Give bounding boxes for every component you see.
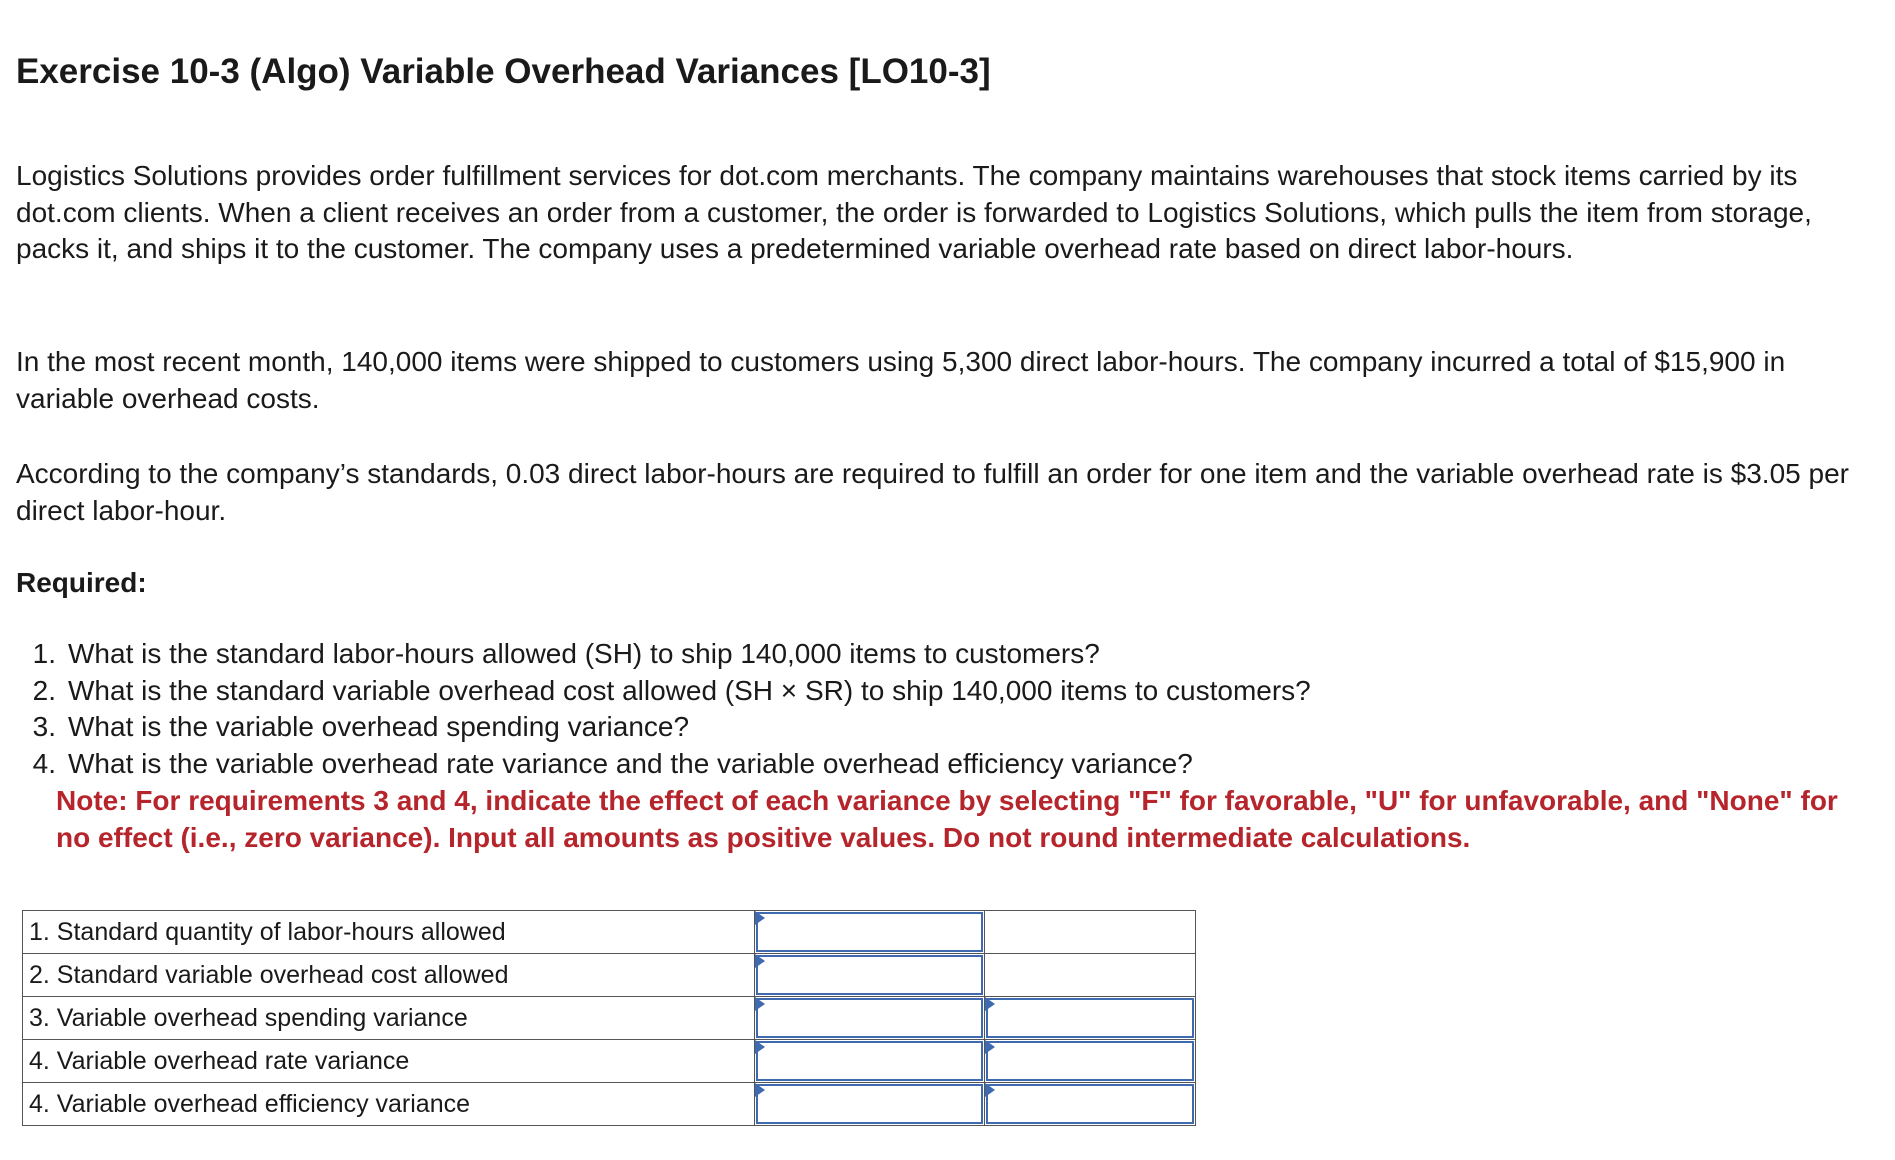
question-text: What is the standard labor-hours allowed (SH) to ship 140,000 items to customers?: [68, 638, 1100, 669]
question-number: 4.: [32, 747, 56, 779]
cell-flag-icon: [755, 954, 765, 968]
amount-cell: [755, 1040, 985, 1083]
monthly-data-paragraph: In the most recent month, 140,000 items were shipped to customers using 5,300 direct labor-hours. The company incurred a total of $15,900 in variable overhead costs.: [16, 346, 1786, 414]
required-heading: Required:: [16, 567, 147, 598]
table-row: [23, 1083, 1196, 1126]
cell-flag-icon: [755, 1083, 765, 1097]
effect-cell: [985, 1083, 1196, 1126]
question-text: What is the variable overhead spending variance?: [68, 711, 690, 742]
amount-cell: [755, 1083, 985, 1126]
amount-cell: [755, 997, 985, 1040]
question-number: 2.: [32, 674, 56, 706]
empty-cell: [985, 911, 1196, 954]
instruction-note: Note: For requirements 3 and 4, indicate the effect of each variance by selecting "F" for favorable, "U" for unfavorable, and "None" for no effect (i.e., zero variance). Input all amounts as positive values. Do not round intermediate calculations.: [56, 785, 1838, 853]
question-text: What is the standard variable overhead cost allowed (SH × SR) to ship 140,000 items to customers?: [68, 674, 1311, 706]
question-number: 3.: [32, 711, 56, 742]
row-label: 2. Standard variable overhead cost allowed: [23, 954, 755, 997]
requirements-list: [16, 636, 1876, 782]
effect-select[interactable]: [988, 1086, 1192, 1122]
row-label: 4. Variable overhead efficiency variance: [23, 1083, 755, 1126]
cell-flag-icon: [985, 997, 995, 1011]
cell-flag-icon: [985, 1040, 995, 1054]
amount-input[interactable]: [758, 914, 981, 950]
effect-select[interactable]: [988, 1000, 1192, 1036]
intro-paragraph: Logistics Solutions provides order fulfillment services for dot.com merchants. The company maintains warehouses that stock items carried by its dot.com clients. When a client receives an order from a customer, the order is forwarded to Logistics Solutions, which pulls the item from storage, packs it, and ships it to the customer. The company uses a predetermined variable overhead rate based on direct labor-hours.: [16, 160, 1812, 264]
amount-cell: [755, 911, 985, 954]
amount-input-box: [756, 1084, 983, 1124]
row-label: 4. Variable overhead rate variance: [23, 1040, 755, 1083]
cell-flag-icon: [985, 1083, 995, 1097]
amount-input[interactable]: [758, 1043, 981, 1079]
table-row: [23, 1040, 1196, 1083]
question-number: 1.: [32, 638, 56, 669]
table-row: [23, 954, 1196, 997]
row-label: 3. Variable overhead spending variance: [23, 997, 755, 1040]
effect-input-box: [986, 1041, 1194, 1081]
list-item: [16, 636, 1876, 673]
empty-cell: [985, 954, 1196, 997]
cell-flag-icon: [755, 1040, 765, 1054]
amount-input-box: [756, 912, 983, 952]
table-row: [23, 911, 1196, 954]
amount-cell: [755, 954, 985, 997]
effect-select[interactable]: [988, 1043, 1192, 1079]
row-label: 1. Standard quantity of labor-hours allowed: [23, 911, 755, 954]
amount-input[interactable]: [758, 1000, 981, 1036]
amount-input-box: [756, 998, 983, 1038]
effect-input-box: [986, 1084, 1194, 1124]
effect-cell: [985, 1040, 1196, 1083]
amount-input-box: [756, 1041, 983, 1081]
amount-input[interactable]: [758, 957, 981, 993]
amount-input[interactable]: [758, 1086, 981, 1122]
table-row: [23, 997, 1196, 1040]
standards-paragraph: According to the company’s standards, 0.03 direct labor-hours are required to fulfill an order for one item and the variable overhead rate is $3.05 per direct labor-hour.: [16, 458, 1849, 526]
list-item: [16, 709, 1876, 746]
cell-flag-icon: [755, 911, 765, 925]
effect-input-box: [986, 998, 1194, 1038]
answer-table: [22, 910, 1196, 1126]
question-text: What is the variable overhead rate variance and the variable overhead efficiency variance?: [68, 747, 1193, 779]
list-item: [16, 746, 1876, 783]
list-item: [16, 673, 1876, 710]
amount-input-box: [756, 955, 983, 995]
cell-flag-icon: [755, 997, 765, 1011]
effect-cell: [985, 997, 1196, 1040]
exercise-title: Exercise 10-3 (Algo) Variable Overhead Variances [LO10-3]: [16, 52, 991, 91]
